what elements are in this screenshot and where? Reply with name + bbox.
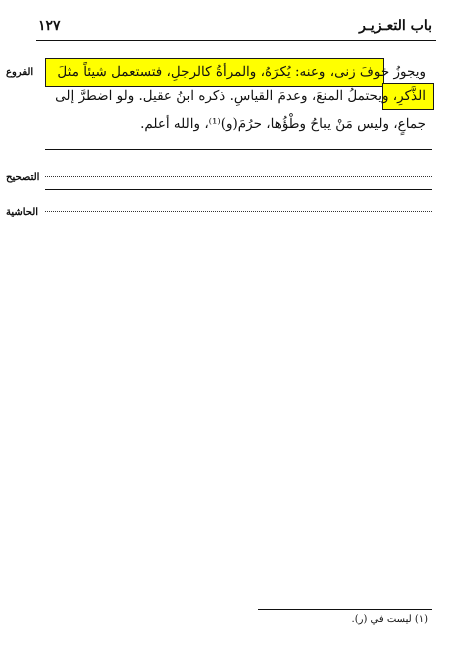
body-text-line-2: الذَّكرِ، ويحتملُ المنعَ، وعدمَ القياسِ. ذكره ابنُ عقيل. ولو اضطرَّ إلى	[55, 88, 426, 104]
tashih-dotted-line	[45, 176, 432, 177]
section-divider-2	[45, 189, 432, 190]
body-text-line-3: جماعٍ، وليس مَنْ يباحُ وطْؤُها، حرُمَ(و)⁽¹⁾، والله أعلم.	[140, 116, 426, 132]
margin-label-tashih: التصحيح	[6, 172, 40, 183]
margin-label-hashiya: الحاشية	[6, 207, 39, 218]
chapter-title: باب التعـزيـر	[359, 18, 432, 34]
hashiya-dotted-line	[45, 211, 432, 212]
margin-label-furu: الفروع	[6, 67, 34, 78]
footnote-text: (١) ليست في (ر).	[351, 614, 428, 625]
footnote-divider	[258, 609, 432, 610]
page-number: ١٢٧	[38, 18, 61, 34]
section-divider-1	[45, 149, 432, 150]
header-divider	[36, 40, 436, 41]
body-text-line-1: ويجوزُ خوفَ زنى، وعنه: يُكرَهُ، والمرأةُ كالرجلِ، فتستعمل شيئاً مثلَ	[57, 64, 426, 80]
